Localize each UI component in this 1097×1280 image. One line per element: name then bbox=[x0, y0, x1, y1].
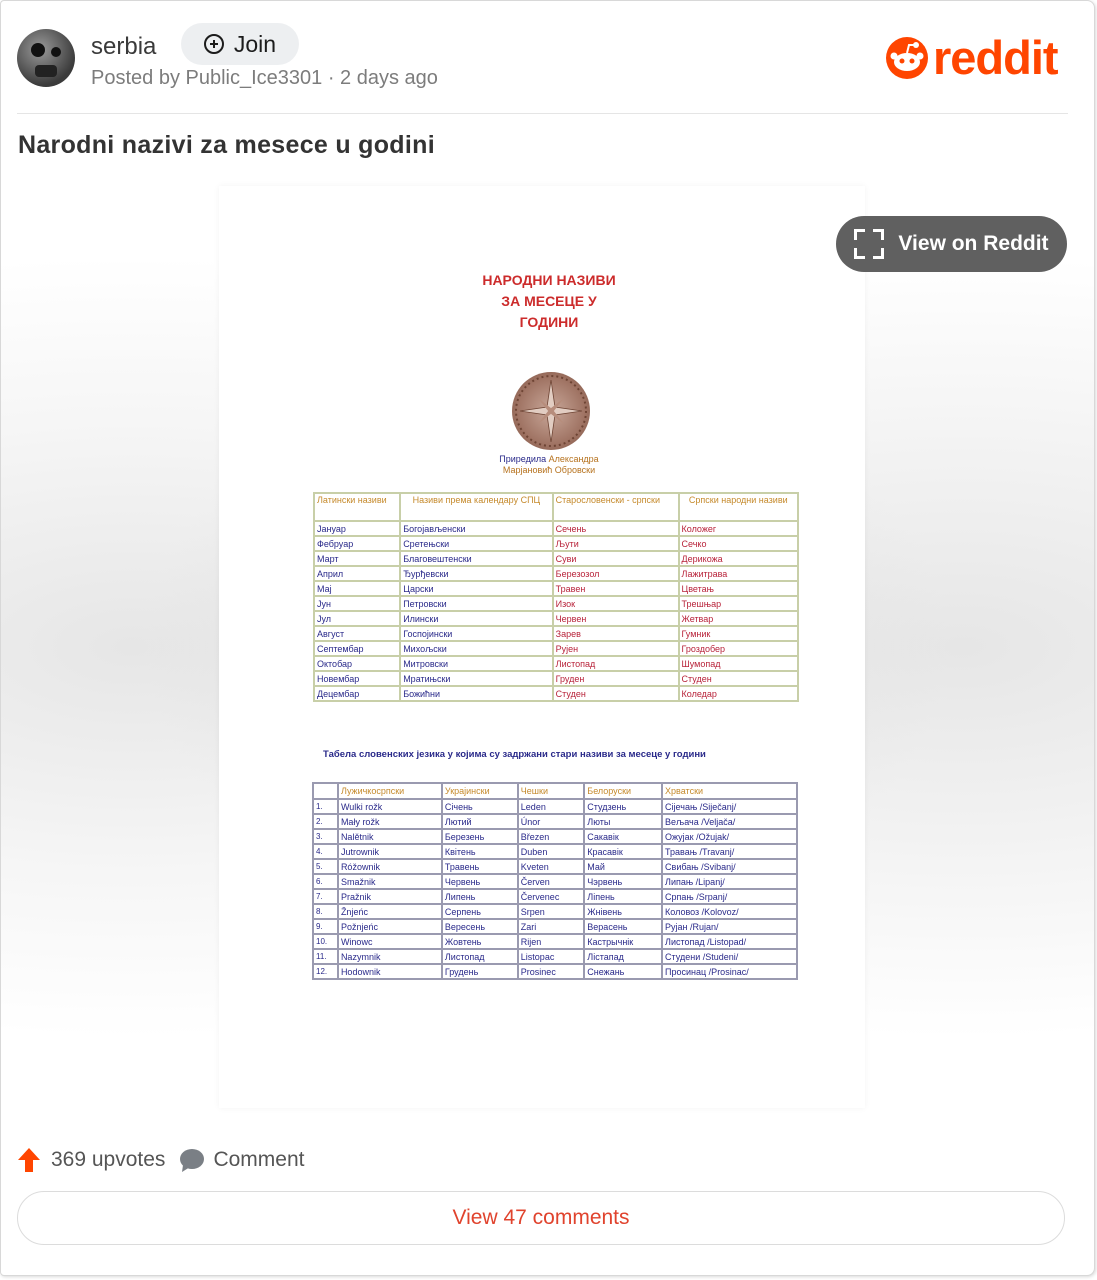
subreddit-name[interactable]: serbia bbox=[91, 33, 157, 60]
author-label: Приредила bbox=[499, 454, 547, 464]
table-row bbox=[315, 687, 797, 700]
table-cell: Вељача /Veljača/ bbox=[663, 815, 796, 828]
table-cell: Митровски bbox=[401, 657, 551, 670]
table-cell: Лажитрава bbox=[680, 567, 797, 580]
table-cell: Srpen bbox=[519, 905, 584, 918]
table-cell: Гроздобер bbox=[680, 642, 797, 655]
table-cell: Люты bbox=[585, 815, 661, 828]
table-row bbox=[314, 845, 796, 858]
table-cell: Цветањ bbox=[680, 582, 797, 595]
reddit-logo[interactable] bbox=[885, 31, 1058, 84]
doc-title-line: ЗА МЕСЕЦЕ У bbox=[501, 293, 597, 309]
table-row bbox=[314, 815, 796, 828]
table-cell: Благовештенски bbox=[401, 552, 551, 565]
table-cell: Серпень bbox=[443, 905, 517, 918]
table-cell: Рујан /Rujan/ bbox=[663, 920, 796, 933]
table-cell: Мај bbox=[315, 582, 399, 595]
table-row bbox=[314, 965, 796, 978]
row-number: 4. bbox=[314, 845, 337, 858]
table-row bbox=[315, 657, 797, 670]
table-cell: Nalětnik bbox=[339, 830, 441, 843]
table-cell: Únor bbox=[519, 815, 584, 828]
reddit-wordmark: reddit bbox=[933, 31, 1058, 84]
row-number: 2. bbox=[314, 815, 337, 828]
table-cell: Богојављенски bbox=[401, 522, 551, 535]
row-number: 6. bbox=[314, 875, 337, 888]
table-cell: Листопад /Listopad/ bbox=[663, 935, 796, 948]
table-row bbox=[315, 597, 797, 610]
table-cell: Коложег bbox=[680, 522, 797, 535]
table-cell: Квітень bbox=[443, 845, 517, 858]
table-cell: Новембар bbox=[315, 672, 399, 685]
table-cell: Pražnik bbox=[339, 890, 441, 903]
header-divider bbox=[17, 113, 1068, 114]
table-cell: Березозол bbox=[554, 567, 678, 580]
table-header-cell: Старословенски - српски bbox=[554, 494, 678, 520]
view-comments-button[interactable]: View 47 comments bbox=[17, 1191, 1065, 1245]
table-cell: Сечень bbox=[554, 522, 678, 535]
table-cell: Сечко bbox=[680, 537, 797, 550]
table-cell: Трешњар bbox=[680, 597, 797, 610]
table-cell: Студен bbox=[554, 687, 678, 700]
table-cell: Коледар bbox=[680, 687, 797, 700]
table-header-cell: Називи према календару СПЦ bbox=[401, 494, 551, 520]
table-cell: Rijen bbox=[519, 935, 584, 948]
table-cell: Жнівень bbox=[585, 905, 661, 918]
table-row bbox=[314, 890, 796, 903]
table-cell: Zari bbox=[519, 920, 584, 933]
table-row bbox=[315, 537, 797, 550]
table-cell: Duben bbox=[519, 845, 584, 858]
table-cell: Вересень bbox=[443, 920, 517, 933]
table-cell: Фебруар bbox=[315, 537, 399, 550]
table-cell: Студен bbox=[680, 672, 797, 685]
table-cell: Nazymnik bbox=[339, 950, 441, 963]
months-table bbox=[313, 492, 799, 702]
table-row bbox=[315, 582, 797, 595]
table-cell: Верасень bbox=[585, 920, 661, 933]
table-cell: Рујен bbox=[554, 642, 678, 655]
table-cell: Leden bbox=[519, 800, 584, 813]
table-row bbox=[314, 950, 796, 963]
table-cell: Липањ /Lipanj/ bbox=[663, 875, 796, 888]
table-cell: Ожујак /Ožujak/ bbox=[663, 830, 796, 843]
row-number: 1. bbox=[314, 800, 337, 813]
table-cell: Коловоз /Kolovoz/ bbox=[663, 905, 796, 918]
table-cell: Децембар bbox=[315, 687, 399, 700]
table-cell: Травен bbox=[554, 582, 678, 595]
table-cell: Грудень bbox=[443, 965, 517, 978]
table-cell: Листопад bbox=[554, 657, 678, 670]
medallion-image bbox=[512, 372, 590, 450]
table-cell: Илински bbox=[401, 612, 551, 625]
upvote-arrow-icon[interactable] bbox=[17, 1147, 41, 1173]
table-header-cell: Латински називи bbox=[315, 494, 399, 520]
table-cell: Сретењски bbox=[401, 537, 551, 550]
table-cell: Красавік bbox=[585, 845, 661, 858]
table-cell: Дерикожа bbox=[680, 552, 797, 565]
table-cell: Hodownik bbox=[339, 965, 441, 978]
table-cell: Студзень bbox=[585, 800, 661, 813]
table-row bbox=[314, 800, 796, 813]
row-number: 5. bbox=[314, 860, 337, 873]
table-cell: Листопад bbox=[443, 950, 517, 963]
join-button[interactable] bbox=[181, 23, 299, 65]
table-cell: Wulki rožk bbox=[339, 800, 441, 813]
doc-subtitle: Табела словенских језика у којима су задржани стари називи за месеце у години bbox=[323, 749, 706, 760]
table-cell: Лютий bbox=[443, 815, 517, 828]
table-row bbox=[315, 627, 797, 640]
table-row bbox=[315, 522, 797, 535]
subreddit-avatar[interactable] bbox=[17, 29, 75, 87]
post-title[interactable]: Narodni nazivi za mesece u godini bbox=[18, 131, 435, 159]
table-cell: Кастрычнік bbox=[585, 935, 661, 948]
table-header-row bbox=[315, 494, 797, 520]
table-cell: Травањ /Travanj/ bbox=[663, 845, 796, 858]
table-cell: Јун bbox=[315, 597, 399, 610]
table-cell: Јул bbox=[315, 612, 399, 625]
row-number: 7. bbox=[314, 890, 337, 903]
table-header-cell bbox=[314, 784, 337, 798]
table-row bbox=[314, 830, 796, 843]
table-cell: Март bbox=[315, 552, 399, 565]
post-meta[interactable]: Posted by Public_Ice3301 · 2 days ago bbox=[91, 67, 438, 89]
star-ornament-icon bbox=[512, 372, 590, 450]
table-cell: Октобар bbox=[315, 657, 399, 670]
table-cell: Požnjeńc bbox=[339, 920, 441, 933]
table-cell: Червен bbox=[554, 612, 678, 625]
table-cell: Kveten bbox=[519, 860, 584, 873]
table-cell: Суви bbox=[554, 552, 678, 565]
view-on-reddit-label: View on Reddit bbox=[898, 232, 1049, 255]
table-row bbox=[314, 905, 796, 918]
table-cell: Сакавік bbox=[585, 830, 661, 843]
table-header-row bbox=[314, 784, 796, 798]
table-cell: Липень bbox=[443, 890, 517, 903]
table-cell: Róžownik bbox=[339, 860, 441, 873]
table-cell: Ліпень bbox=[585, 890, 661, 903]
table-cell: Април bbox=[315, 567, 399, 580]
table-cell: Listopac bbox=[519, 950, 584, 963]
comment-bubble-icon[interactable] bbox=[179, 1148, 205, 1172]
table-row bbox=[314, 935, 796, 948]
table-cell: Winowc bbox=[339, 935, 441, 948]
reddit-snoo-icon bbox=[885, 36, 929, 80]
table-cell: Септембар bbox=[315, 642, 399, 655]
table-cell: Просинац /Prosinac/ bbox=[663, 965, 796, 978]
upvote-count: 369 upvotes bbox=[51, 1148, 166, 1171]
table-header-cell: Белоруски bbox=[585, 784, 661, 798]
plus-circle-icon bbox=[204, 34, 224, 54]
row-number: 8. bbox=[314, 905, 337, 918]
table-cell: Шумопад bbox=[680, 657, 797, 670]
table-cell: Изок bbox=[554, 597, 678, 610]
table-cell: Ђурђевски bbox=[401, 567, 551, 580]
table-row bbox=[315, 642, 797, 655]
row-number: 3. bbox=[314, 830, 337, 843]
row-number: 12. bbox=[314, 965, 337, 978]
table-cell: Березень bbox=[443, 830, 517, 843]
row-number: 9. bbox=[314, 920, 337, 933]
row-number: 10. bbox=[314, 935, 337, 948]
table-cell: Лістапад bbox=[585, 950, 661, 963]
author-name: Александра bbox=[548, 454, 599, 464]
table-cell: Жовтень bbox=[443, 935, 517, 948]
table-row bbox=[315, 612, 797, 625]
table-cell: Smažnik bbox=[339, 875, 441, 888]
doc-author bbox=[487, 454, 611, 476]
table-cell: Jutrownik bbox=[339, 845, 441, 858]
post-stats bbox=[17, 1147, 304, 1173]
table-cell: Жетвар bbox=[680, 612, 797, 625]
table-cell: Май bbox=[585, 860, 661, 873]
table-header-cell: Хрватски bbox=[663, 784, 796, 798]
table-header-cell: Украјински bbox=[443, 784, 517, 798]
author-surname: Марјановић Обровски bbox=[502, 465, 596, 475]
table-cell: Снежань bbox=[585, 965, 661, 978]
table-cell: Петровски bbox=[401, 597, 551, 610]
table-header-cell: Лужичкосрпски bbox=[339, 784, 441, 798]
table-row bbox=[314, 875, 796, 888]
table-cell: Травень bbox=[443, 860, 517, 873]
table-cell: Сіјечањ /Siječanj/ bbox=[663, 800, 796, 813]
doc-title bbox=[219, 270, 879, 333]
post-image[interactable] bbox=[219, 186, 865, 1108]
table-cell: Žnjeńc bbox=[339, 905, 441, 918]
table-cell: Březen bbox=[519, 830, 584, 843]
table-cell: Mały rožk bbox=[339, 815, 441, 828]
table-cell: Јануар bbox=[315, 522, 399, 535]
row-number: 11. bbox=[314, 950, 337, 963]
table-cell: Чэрвень bbox=[585, 875, 661, 888]
table-row bbox=[315, 552, 797, 565]
table-cell: Август bbox=[315, 627, 399, 640]
table-row bbox=[315, 672, 797, 685]
table-cell: Мратињски bbox=[401, 672, 551, 685]
table-cell: Свибањ /Svibanj/ bbox=[663, 860, 796, 873]
view-on-reddit-button[interactable] bbox=[836, 216, 1067, 272]
table-cell: Љути bbox=[554, 537, 678, 550]
table-row bbox=[315, 567, 797, 580]
doc-title-line: НАРОДНИ НАЗИВИ bbox=[482, 272, 616, 288]
slavic-months-table bbox=[312, 782, 798, 980]
comment-button[interactable]: Comment bbox=[213, 1148, 305, 1171]
table-cell: Божићни bbox=[401, 687, 551, 700]
table-cell: Српањ /Srpanj/ bbox=[663, 890, 796, 903]
table-cell: Михољски bbox=[401, 642, 551, 655]
table-row bbox=[314, 860, 796, 873]
table-cell: Červenec bbox=[519, 890, 584, 903]
expand-icon bbox=[854, 229, 884, 259]
table-cell: Госпојински bbox=[401, 627, 551, 640]
table-cell: Гумник bbox=[680, 627, 797, 640]
table-cell: Царски bbox=[401, 582, 551, 595]
table-cell: Červen bbox=[519, 875, 584, 888]
table-cell: Груден bbox=[554, 672, 678, 685]
table-cell: Січень bbox=[443, 800, 517, 813]
table-cell: Студени /Studeni/ bbox=[663, 950, 796, 963]
table-cell: Червень bbox=[443, 875, 517, 888]
table-cell: Зарев bbox=[554, 627, 678, 640]
table-cell: Prosinec bbox=[519, 965, 584, 978]
table-header-cell: Чешки bbox=[519, 784, 584, 798]
doc-title-line: ГОДИНИ bbox=[519, 314, 579, 330]
join-label: Join bbox=[233, 30, 277, 57]
table-header-cell: Српски народни називи bbox=[680, 494, 797, 520]
table-row bbox=[314, 920, 796, 933]
